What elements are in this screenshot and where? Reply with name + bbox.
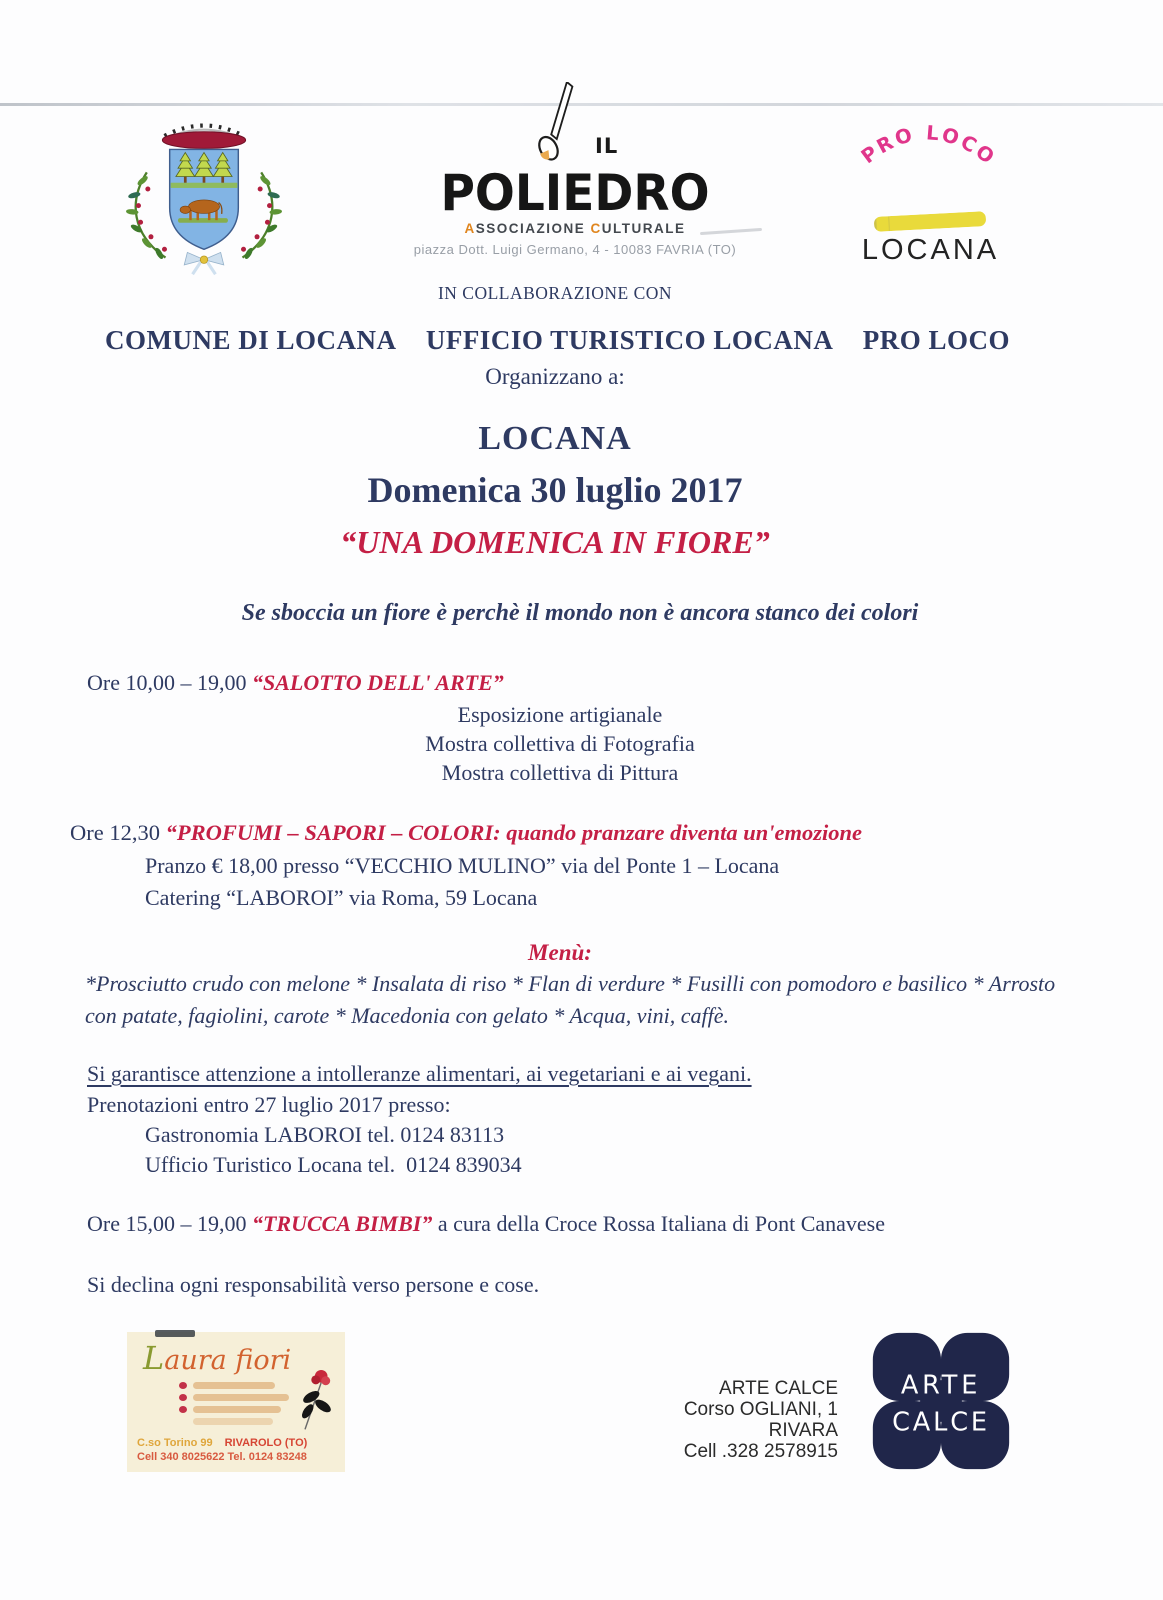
fir-trees [176, 153, 232, 183]
yellow-highlight-stripe [874, 211, 987, 232]
faded-text [193, 1418, 273, 1425]
laura-street: C.so Torino 99 [137, 1437, 213, 1449]
guarantee-line: Si garantisce attenzione a intolleranze alimentari, ai vegetariani e ai vegani. [87, 1061, 752, 1086]
title-date: Domenica 30 luglio 2017 [367, 470, 743, 510]
organize-line: Organizzano a: [485, 364, 625, 389]
salotto-item: Mostra collettiva di Fotografia [425, 731, 695, 756]
organizers-row [105, 325, 1010, 356]
ribbon-bow [184, 252, 224, 274]
menu-text: *Prosciutto crudo con melone * Insalata di riso * Flan di verdure * Fusilli con pomodoro e basilico * Arrosto con patate, fagiolini, carote * Macedonia con gelato * Acqua, vini, caffè. [85, 971, 1056, 1028]
contact-ufficio: Ufficio Turistico Locana tel. 0124 839034 [145, 1152, 522, 1177]
paintbrush-icon [525, 82, 583, 174]
subtitle-letter-c: C [590, 221, 602, 236]
arte-calce-logo [865, 1330, 1017, 1472]
laura-fiori-contacts [137, 1436, 307, 1464]
reservation-line: Prenotazioni entro 27 luglio 2017 presso: [87, 1092, 451, 1117]
pranzo-detail: Catering “LABOROI” via Roma, 59 Locana [145, 885, 538, 910]
organizer-pro-loco: PRO LOCO [862, 325, 1010, 355]
arte-calce-name: ARTE CALCE [719, 1378, 838, 1399]
locana-logo-block [858, 214, 1003, 267]
trucca-time: Ore 15,00 – 19,00 [87, 1211, 252, 1236]
arte-calce-logo-word2: CALCE [892, 1407, 990, 1438]
salotto-title: “SALOTTO DELL' ARTE” [251, 670, 504, 695]
contact-gastronomia: Gastronomia LABOROI tel. 0124 83113 [145, 1122, 505, 1147]
schedule-salotto [87, 670, 504, 696]
arte-calce-phone: Cell .328 2578915 [683, 1441, 838, 1462]
laura-address-line [137, 1436, 307, 1450]
organizer-comune: COMUNE DI LOCANA [105, 325, 397, 355]
laura-city: RIVAROLO (TO) [224, 1437, 308, 1449]
schedule-trucca-bimbi [87, 1211, 885, 1237]
poliedro-il-label: IL [595, 134, 619, 158]
locana-coat-of-arms [115, 112, 293, 294]
poliedro-subtitle [405, 221, 745, 236]
locana-logo-text: LOCANA [861, 234, 1000, 266]
subtitle-part2: ULTURALE [601, 221, 686, 236]
collaboration-intro: IN COLLABORAZIONE CON [437, 283, 673, 303]
poliedro-address: piazza Dott. Luigi Germano, 4 - 10083 FAVRIA (TO) [413, 242, 737, 257]
trucca-title: “TRUCCA BIMBI” [251, 1211, 433, 1236]
arte-calce-street: Corso OGLIANI, 1 [683, 1399, 838, 1420]
bullet-dot [179, 1394, 187, 1401]
salotto-item: Esposizione artigianale [457, 702, 663, 727]
title-place: LOCANA [478, 420, 632, 457]
organizer-ufficio-turistico: UFFICIO TURISTICO LOCANA [425, 325, 834, 355]
svg-text:PRO LOCO [857, 121, 1001, 170]
title-event: “UNA DOMENICA IN FIORE” [340, 524, 770, 560]
subtitle-part1: SSOCIAZIONE [475, 221, 591, 236]
poliedro-name: POLIEDRO [440, 164, 710, 223]
pro-loco-stamp-text: PRO LOCO [856, 121, 1001, 171]
menu-heading: Menù: [528, 940, 592, 965]
laura-name-rest: aura fiori [164, 1345, 292, 1376]
schedule-pranzo [70, 820, 862, 846]
faded-text [193, 1382, 275, 1389]
laura-phone: Cell 340 8025622 Tel. 0124 83248 [137, 1451, 307, 1463]
arte-calce-city: RIVARA [768, 1420, 838, 1441]
rose-icon [287, 1360, 341, 1442]
pro-loco-stamp [845, 103, 1010, 178]
pranzo-time: Ore 12,30 [70, 820, 166, 845]
salotto-item: Mostra collettiva di Pittura [441, 760, 679, 785]
salotto-time: Ore 10,00 – 19,00 [87, 670, 252, 695]
poliedro-logo-block [405, 82, 745, 257]
subtitle-letter-a: A [464, 221, 476, 236]
faded-text [193, 1406, 281, 1413]
faded-text [193, 1394, 289, 1401]
trucca-rest: a cura della Croce Rossa Italiana di Pont Canavese [432, 1211, 886, 1236]
pranzo-title: “PROFUMI – SAPORI – COLORI: quando pranzare diventa un'emozione [165, 820, 862, 845]
disclaimer-line: Si declina ogni responsabilità verso persone e cose. [87, 1272, 540, 1297]
laura-initial: L [143, 1339, 165, 1377]
bullet-dot [179, 1406, 187, 1413]
laura-fiori-card [127, 1332, 345, 1472]
scan-artifact-smudge [155, 1330, 195, 1337]
bullet-dot [179, 1382, 187, 1389]
arte-calce-logo-word1: ARTE [900, 1370, 982, 1401]
arte-calce-contact [520, 1378, 838, 1462]
pranzo-detail: Pranzo € 18,00 presso “VECCHIO MULINO” via del Ponte 1 – Locana [145, 853, 780, 878]
quote-line: Se sboccia un fiore è perchè il mondo non è ancora stanco dei colori [241, 600, 919, 626]
